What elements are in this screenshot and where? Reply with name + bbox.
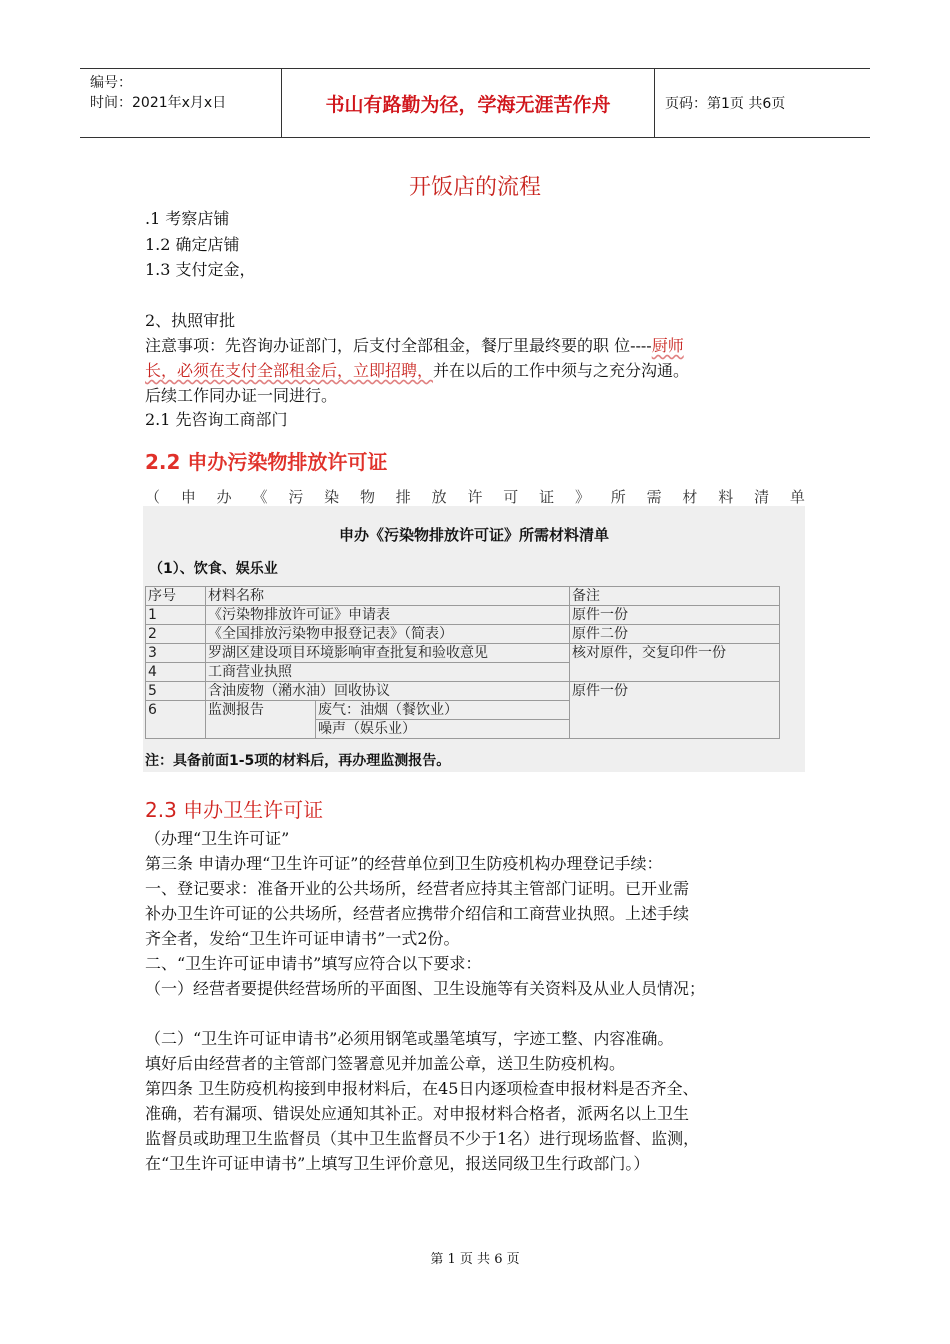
step-1-2: 1.2 确定店铺 [145, 235, 240, 254]
row-remark: 核对原件，交复印件一份 [570, 644, 780, 682]
caption-char: 材 [682, 488, 698, 506]
col-header-name: 材料名称 [206, 587, 570, 606]
row-remark: 原件一份 [570, 606, 780, 625]
document-title: 开饭店的流程 [408, 175, 541, 200]
paragraph-line: 齐全者，发给“卫生许可证申请书”一式2份。 [145, 929, 460, 948]
table-row [146, 644, 780, 663]
step-1-1: .1 考察店铺 [145, 209, 230, 228]
step-2-1: 2.1 先咨询工商部门 [145, 410, 288, 429]
note-text-a: 注意事项：先咨询办证部门，后支付全部租金，餐厅里最终要的职 位---- [145, 336, 652, 355]
col-header-remark: 备注 [570, 587, 780, 606]
row-no: 4 [146, 663, 206, 682]
caption-char: 料 [718, 488, 734, 506]
row-no: 3 [146, 644, 206, 663]
material-title: 申办《污染物排放许可证》所需材料清单 [338, 526, 609, 544]
material-subtitle: （1）、饮食、娱乐业 [149, 561, 278, 577]
header-page-info: 页码：第1页 共6页 [665, 96, 786, 112]
row-name: 罗湖区建设项目环境影响审查批复和验收意见 [206, 644, 570, 663]
note-highlight-b: 长，必须在支付全部租金后，立即招聘， [145, 361, 434, 380]
paragraph-line: 第三条 申请办理“卫生许可证”的经营单位到卫生防疫机构办理登记手续： [145, 854, 663, 873]
page-footer: 第 1 页 共 6 页 [430, 1252, 520, 1267]
caption-char: 》 [574, 488, 590, 506]
material-list-image [143, 506, 805, 772]
note-highlight-a: 厨师 [651, 336, 684, 355]
caption-char: 清 [754, 488, 770, 506]
note-text-d: 并在以后的工作中须与之充分沟通。 [433, 361, 690, 380]
step-2: 2、执照审批 [145, 311, 236, 330]
row-name: 《污染物排放许可证》申请表 [206, 606, 570, 625]
paragraph-line: （二）“卫生许可证申请书”必须用钢笔或墨笔填写，字迹工整、内容准确。 [145, 1029, 674, 1048]
page-header [80, 68, 870, 138]
caption-char: 污 [288, 488, 304, 506]
row-no: 6 [146, 701, 206, 739]
row-no: 5 [146, 682, 206, 701]
paragraph-line: 二、“卫生许可证申请书”填写应符合以下要求： [145, 954, 482, 973]
spaced-caption [145, 486, 805, 507]
row-name: 工商营业执照 [206, 663, 570, 682]
row-subitem: 废气：油烟（餐饮业） [316, 701, 570, 720]
row-no: 1 [146, 606, 206, 625]
step-1-3: 1.3 支付定金， [145, 260, 256, 279]
row-name: 含油废物（潲水油）回收协议 [206, 682, 570, 701]
paragraph-line: 在“卫生许可证申请书”上填写卫生评价意见，报送同级卫生行政部门。） [145, 1154, 650, 1173]
paragraph-line: （一）经营者要提供经营场所的平面图、卫生设施等有关资料及从业人员情况； [145, 979, 706, 998]
paragraph-line: 补办卫生许可证的公共场所，经营者应携带介绍信和工商营业执照。上述手续 [145, 904, 690, 923]
section-2-3-heading: 2.3 申办卫生许可证 [145, 798, 324, 822]
note-line-3: 后续工作同办证一同进行。 [145, 386, 338, 405]
row-remark: 原件一份 [570, 682, 780, 739]
material-table [145, 586, 780, 739]
header-motto: 书山有路勤为径，学海无涯苦作舟 [282, 69, 655, 137]
row-remark: 原件二份 [570, 625, 780, 644]
time-label: 时间：2021年x月x日 [90, 95, 227, 111]
caption-char: 单 [789, 488, 805, 506]
caption-char: 《 [252, 488, 268, 506]
number-label: 编号： [90, 75, 132, 91]
caption-char: 所 [610, 488, 626, 506]
table-row [146, 625, 780, 644]
paragraph-line: 填好后由经营者的主管部门签署意见并加盖公章，送卫生防疫机构。 [145, 1054, 626, 1073]
table-row [146, 606, 780, 625]
caption-char: 放 [431, 488, 447, 506]
row-subitem: 噪声（娱乐业） [316, 720, 570, 739]
caption-char: 染 [324, 488, 340, 506]
note-line-2 [145, 360, 689, 382]
paragraph-line: （办理“卫生许可证” [145, 829, 290, 848]
paragraph-line: 第四条 卫生防疫机构接到申报材料后，在45日内逐项检查申报材料是否齐全、 [145, 1079, 699, 1098]
caption-char: 申 [180, 488, 196, 506]
table-header-row [146, 587, 780, 606]
row-name: 《全国排放污染物申报登记表》（简表） [206, 625, 570, 644]
caption-char: 办 [216, 488, 232, 506]
section-2-2-heading: 2.2 申办污染物排放许可证 [145, 450, 388, 474]
caption-char: 物 [359, 488, 375, 506]
caption-char: （ [145, 488, 161, 506]
caption-char: 需 [646, 488, 662, 506]
col-header-no: 序号 [146, 587, 206, 606]
table-row [146, 682, 780, 701]
paragraph-line: 一、登记要求：准备开业的公共场所，经营者应持其主管部门证明。已开业需 [145, 879, 690, 898]
paragraph-line: 监督员或助理卫生监督员（其中卫生监督员不少于1名）进行现场监督、监测， [145, 1129, 700, 1148]
row-no: 2 [146, 625, 206, 644]
header-meta [80, 69, 282, 137]
caption-char: 排 [395, 488, 411, 506]
paragraph-line: 准确，若有漏项、错误处应通知其补正。对申报材料合格者，派两名以上卫生 [145, 1104, 690, 1123]
note-line-1 [145, 335, 684, 357]
material-note: 注：具备前面1-5项的材料后，再办理监测报告。 [145, 753, 451, 769]
caption-char: 证 [539, 488, 555, 506]
row-name: 监测报告 [206, 701, 316, 739]
caption-char: 许 [467, 488, 483, 506]
caption-char: 可 [503, 488, 519, 506]
